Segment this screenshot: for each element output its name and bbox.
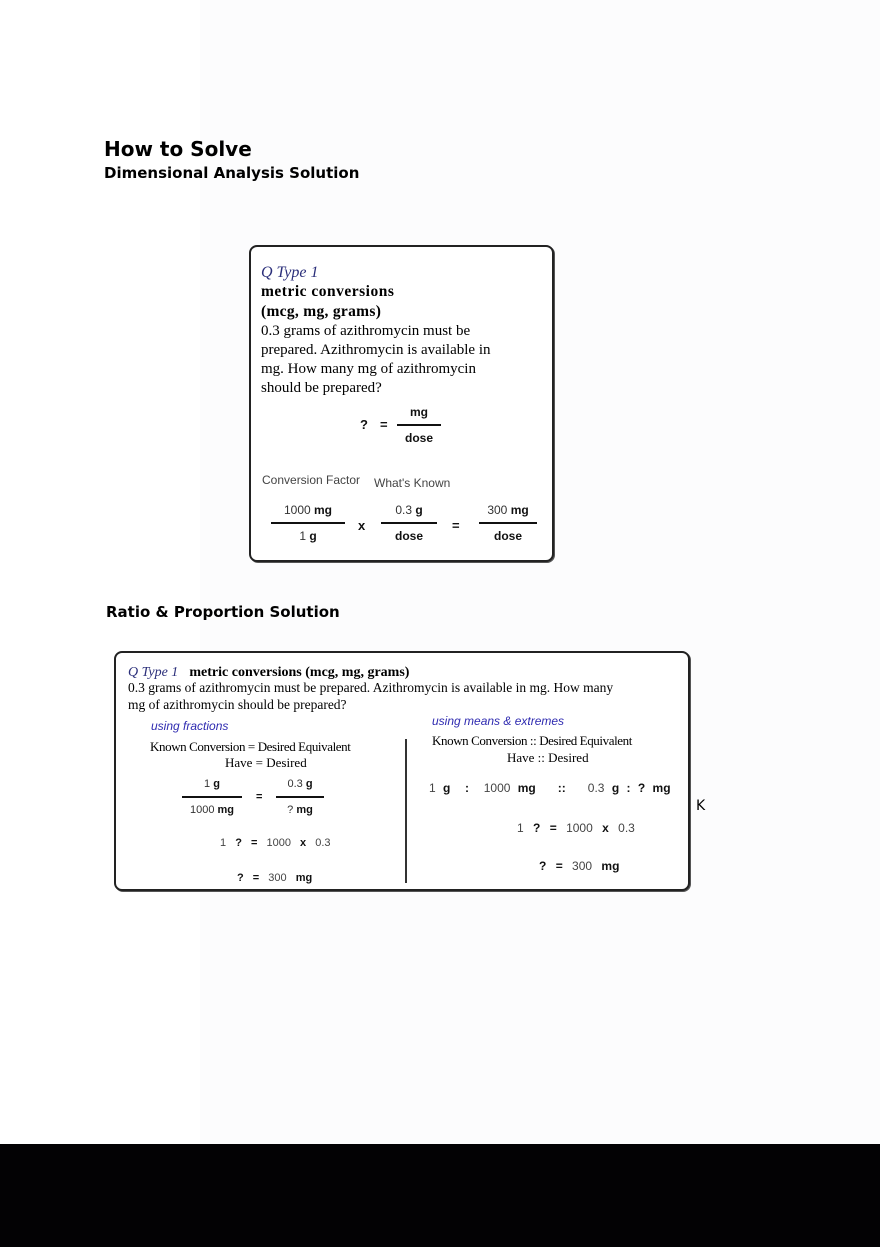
- bottom-black-bar: [0, 1144, 880, 1247]
- dimensional-analysis-figure: [249, 245, 554, 562]
- column-divider: [405, 739, 407, 883]
- method-label-means-extremes: using means & extremes: [432, 714, 565, 728]
- rule-line: Have = Desired: [225, 755, 307, 770]
- topic-label: metric conversions (mcg, mg, grams): [189, 665, 410, 680]
- fraction-desired: 0.3 g ? mg: [276, 775, 324, 819]
- whats-known-label: What's Known: [374, 476, 451, 490]
- page-title: How to Solve: [104, 137, 252, 161]
- conversion-factor-label: Conversion Factor: [262, 473, 361, 487]
- stray-character: K: [696, 798, 706, 814]
- problem-line: 0.3 grams of azithromycin must be: [261, 323, 471, 339]
- question-header: [128, 661, 409, 681]
- problem-line: 0.3 grams of azithromycin must be prepared. Azithromycin is available in mg. How many: [128, 680, 614, 695]
- unknown-symbol: ?: [360, 417, 368, 432]
- whats-known-fraction: 0.3 g dose: [381, 501, 437, 545]
- rule-line: Known Conversion :: Desired Equivalent: [432, 733, 632, 748]
- cross-multiply-step: 1 ? = 1000 x 0.3: [220, 837, 331, 849]
- solution-step: ? = 300 mg: [237, 872, 313, 884]
- rule-line: Known Conversion = Desired Equivalent: [150, 739, 351, 754]
- problem-line: mg. How many mg of azithromycin: [261, 361, 476, 377]
- equals-sign: =: [380, 417, 388, 432]
- cross-multiply-step: 1 ? = 1000 x 0.3: [517, 821, 635, 835]
- method-label-fractions: using fractions: [151, 719, 229, 733]
- multiply-sign: x: [358, 518, 366, 533]
- ratio-proportion-figure: [114, 651, 690, 891]
- section-heading-ratio-proportion: Ratio & Proportion Solution: [106, 603, 340, 621]
- equals-sign: =: [256, 791, 263, 803]
- rule-line: Have :: Desired: [507, 750, 589, 765]
- section-heading-dimensional-analysis: Dimensional Analysis Solution: [104, 164, 360, 182]
- topic-line-1: metric conversions: [261, 283, 395, 300]
- setup-fraction: mg dose: [397, 403, 441, 447]
- topic-line-2: (mcg, mg, grams): [261, 303, 382, 320]
- equals-sign: =: [452, 518, 460, 533]
- problem-line: mg of azithromycin should be prepared?: [128, 697, 347, 712]
- problem-line: should be prepared?: [261, 380, 382, 396]
- ratio-proportion-equation: 1 g : 1000 mg :: 0.3 g : ? mg: [429, 781, 671, 795]
- problem-line: prepared. Azithromycin is available in: [261, 342, 491, 358]
- question-type-label: Q Type 1: [261, 264, 319, 281]
- question-type-label: Q Type 1: [128, 665, 179, 680]
- solution-step: ? = 300 mg: [539, 859, 620, 873]
- fraction-known: 1 g 1000 mg: [182, 775, 242, 819]
- conversion-factor-fraction: 1000 mg 1 g: [271, 501, 345, 545]
- result-fraction: 300 mg dose: [479, 501, 537, 545]
